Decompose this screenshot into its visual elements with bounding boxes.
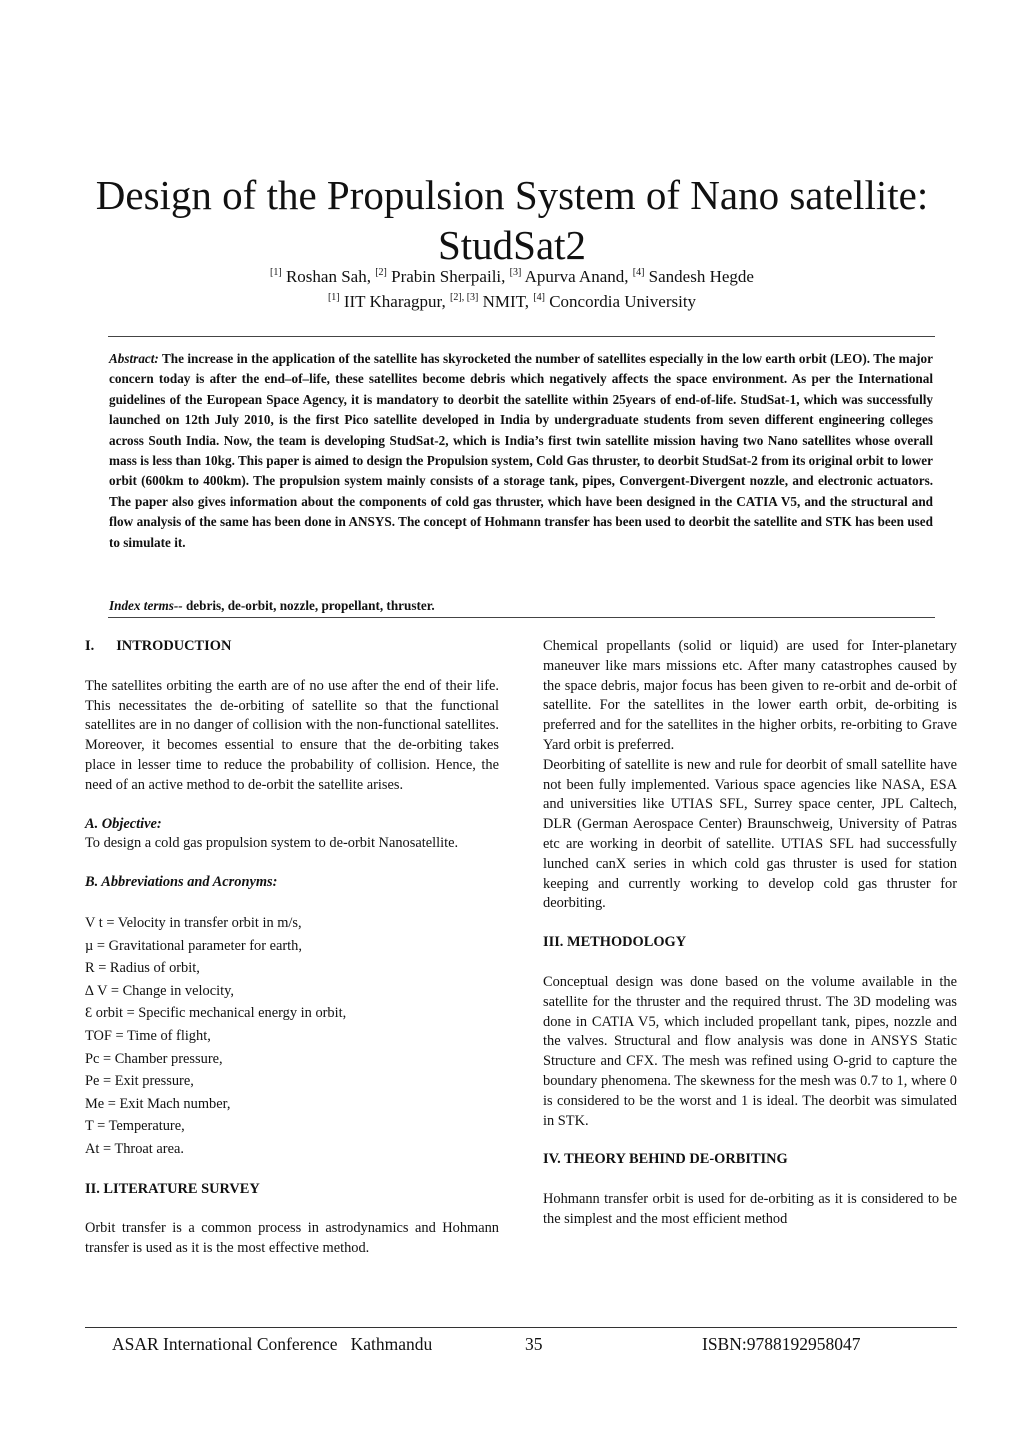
index-terms-text: debris, de-orbit, nozzle, propellant, thruster. xyxy=(185,598,435,613)
list-item: V t = Velocity in transfer orbit in m/s, xyxy=(85,914,302,931)
affiliation-ref: [2], [3] xyxy=(450,292,479,303)
section-heading-theory: IV. THEORY BEHIND DE-ORBITING xyxy=(543,1151,788,1168)
objective-heading: A. Objective: xyxy=(85,815,162,832)
list-item: Me = Exit Mach number, xyxy=(85,1095,231,1112)
affiliation-line xyxy=(60,291,964,313)
objective-paragraph: To design a cold gas propulsion system to de-orbit Nanosatellite. xyxy=(85,835,459,852)
author-ref: [2] xyxy=(375,267,387,278)
affiliation-name: Concordia University xyxy=(549,292,697,311)
index-terms xyxy=(109,597,933,615)
affiliation-ref: [1] xyxy=(327,292,340,303)
list-item: T = Temperature, xyxy=(85,1118,185,1135)
list-item: R = Radius of orbit, xyxy=(85,960,200,977)
affiliation-ref: [4] xyxy=(533,292,545,303)
index-terms-label: Index terms-- xyxy=(109,598,183,613)
author-ref: [3] xyxy=(509,267,522,278)
introduction-paragraph: The satellites orbiting the earth are of no use after the end of their life. This necessitates the de-orbiting of satellite so that the functional satellites are in no danger of collision with the non-functional satellites. Moreover, it becomes essential to ensure that the de-orbiting takes place in lesser time to reduce the probability of collision. Hence, the need of an active method to de-orbit the satellite arises. xyxy=(85,677,499,793)
author-ref: [4] xyxy=(632,267,645,278)
methodology-paragraph: Conceptual design was done based on the volume available in the satellite for the thruster and the required thrust. The 3D modeling was done in CATIA V5, which included propellant tank, pipes, nozzle and the valves. Structural and flow analysis was done in ANSYS Static Structure and CFX. The mesh was refined using O-grid to capture the boundary phenomena. The skewness for the mesh was 0.7 to 1, where 0 is considered to be the worst and 1 is ideal. The deorbit was simulated in STK. xyxy=(543,973,957,1129)
abstract-top-divider xyxy=(108,336,935,337)
right-column xyxy=(543,637,957,1230)
section-number: I. xyxy=(85,638,95,654)
abstract-text: The increase in the application of the satellite has skyrocketed the number of satellites especially in the low earth orbit (LEO). The major concern today is after the end–of–life, these satellites become debris which negatively affects the space environment. As per the International guidelines of the European Space Agency, it is mandatory to deorbit the satellite within 25years of end-of-life. StudSat-1, which was successfully launched on 12th July 2010, is the first Pico satellite developed in India by undergraduate students from seven different engineering colleges across South India. Now, the team is developing StudSat-2, which is India’s first twin satellite mission having two Nano satellites whose overall mass is less than 10kg. This paper is aimed to design the Propulsion system, Cold Gas thruster, to deorbit StudSat-2 from its original orbit to lower orbit (600km to 400km). The propulsion system mainly consists of a storage tank, pipes, Convergent-Divergent nozzle, and electronic actuators. The paper also gives information about the components of cold gas thruster, which have been designed in the CATIA V5, and the structural and flow analysis of the same has been done in ANSYS. The concept of Hohmann transfer has been used to deorbit the satellite and STK has been used to simulate it. xyxy=(109,351,934,550)
section-heading-literature-survey: II. LITERATURE SURVEY xyxy=(85,1180,260,1197)
author-name: Prabin Sherpaili, xyxy=(391,267,506,286)
list-item: ∆ V = Change in velocity, xyxy=(85,982,234,999)
affiliation-name: NMIT, xyxy=(482,292,530,311)
footer-isbn: ISBN:9788192958047 xyxy=(702,1334,861,1354)
literature-paragraph-left: Orbit transfer is a common process in astrodynamics and Hohmann transfer is used as it is the most effective method. xyxy=(85,1220,499,1257)
list-item: Pc = Chamber pressure, xyxy=(85,1050,223,1067)
footer-divider xyxy=(85,1327,957,1328)
list-item: µ = Gravitational parameter for earth, xyxy=(85,937,302,954)
list-item: Pe = Exit pressure, xyxy=(85,1073,194,1090)
section-heading-methodology: III. METHODOLOGY xyxy=(543,934,687,951)
list-item: At = Throat area. xyxy=(85,1140,184,1157)
affiliation-name: IIT Kharagpur, xyxy=(343,292,446,311)
literature-paragraph-1: Chemical propellants (solid or liquid) are used for Inter-planetary maneuver like mars missions etc. After many catastrophes caused by the space debris, major focus has been given to re-orbit and de-orbit of satellite. For the satellites in the lower earth orbit, de-orbiting is preferred and for the satellites in the higher orbits, re-orbiting to Grave Yard orbit is preferred. xyxy=(543,638,957,753)
author-name: Sandesh Hegde xyxy=(648,267,754,286)
abbreviations-heading: B. Abbreviations and Acronyms: xyxy=(85,874,278,891)
section-title: INTRODUCTION xyxy=(116,638,232,654)
author-name: Roshan Sah, xyxy=(285,267,371,286)
list-item: TOF = Time of flight, xyxy=(85,1027,211,1044)
section-heading-introduction xyxy=(85,637,499,657)
paper-title: Design of the Propulsion System of Nano satellite: StudSat2 xyxy=(95,172,929,268)
list-item: Ɛ orbit = Specific mechanical energy in orbit, xyxy=(85,1005,347,1022)
left-column xyxy=(85,637,499,1259)
abstract-bottom-divider xyxy=(108,617,935,618)
abstract-label: Abstract: xyxy=(109,351,159,366)
footer-page-number: 35 xyxy=(525,1334,543,1354)
author-line xyxy=(60,266,964,288)
theory-paragraph: Hohmann transfer orbit is used for de-orbiting as it is considered to be the simplest and the most efficient method xyxy=(543,1191,957,1227)
abbreviations-list xyxy=(85,912,499,1161)
literature-paragraph-2: Deorbiting of satellite is new and rule for deorbit of small satellite have not been fully implemented. Various space agencies like NASA, ESA and universities like UTIAS SFL, Surrey space center, JPL Caltech, DLR (German Aerospace Center) Braunschweig, University of Patras etc are working in deorbit of satellite. UTIAS SFL had successfully lunched canX series in which cold gas thruster is used for station keeping and currently working to develop cold gas thruster for deorbiting. xyxy=(543,756,957,912)
author-name: Apurva Anand, xyxy=(524,267,629,286)
footer-conference: ASAR International Conference Kathmandu xyxy=(112,1334,433,1354)
author-ref: [1] xyxy=(270,267,282,278)
abstract xyxy=(109,349,933,553)
